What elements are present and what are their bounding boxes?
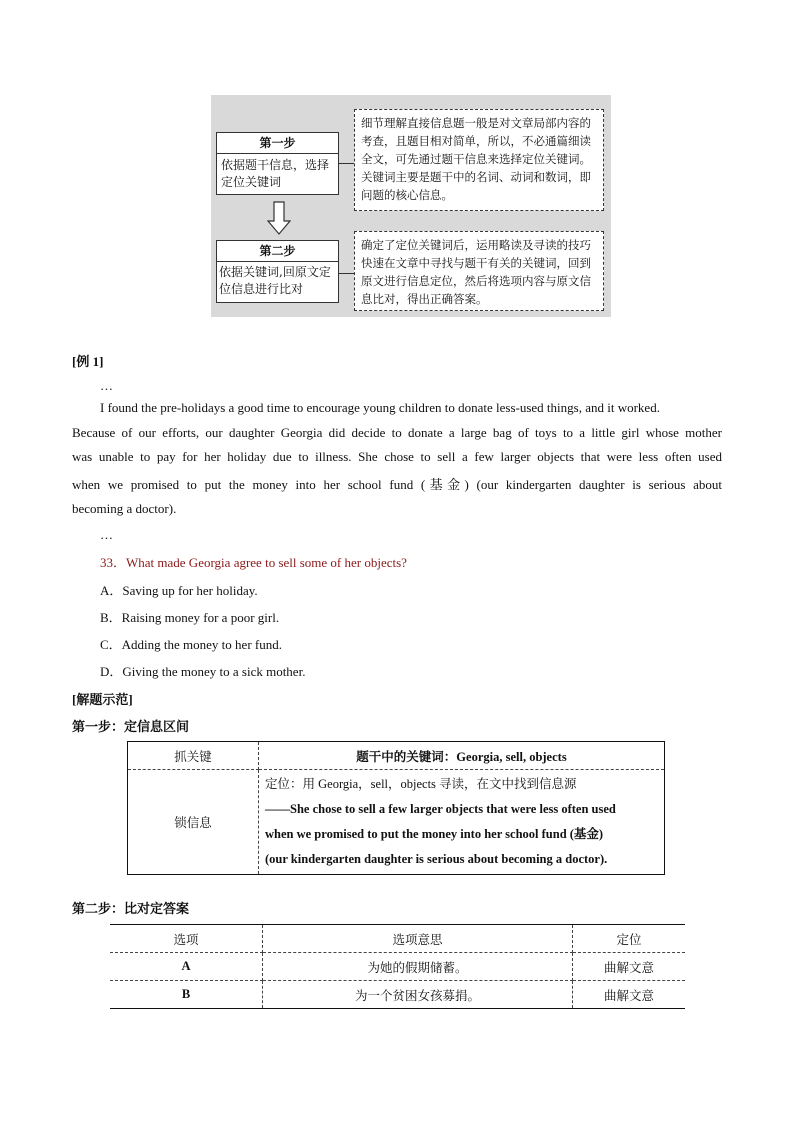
option-a: A．Saving up for her holiday. [100,583,258,598]
passage-line-2: Because of our efforts, our daughter Georgia did decide to donate a large bag of toys to a little girl whose mother [72,425,722,440]
passage-line-4: when we promised to put the money into her school fund (基金) (our kindergarten daughter is serious about [72,477,722,492]
ellipsis-bottom: … [100,527,113,542]
example-label: [例 1] [72,354,104,369]
t2-row-a-locate: 曲解文意 [573,953,686,981]
step1-box [216,132,339,195]
t2-header-meaning: 选项意思 [263,925,573,953]
t2-row-a-meaning: 为她的假期储蓄。 [263,953,573,981]
option-d: D．Giving the money to a sick mother. [100,664,306,679]
step1-heading: 第一步：定信息区间 [72,719,190,734]
down-arrow-icon [267,201,291,235]
passage-line-3: was unable to pay for her holiday due to illness. She chose to sell a few larger objects that were less often used [72,449,722,464]
t1-cell-keywords: 题干中的关键词：Georgia, sell, objects [259,742,665,770]
step2-title: 第二步 [217,241,338,262]
t1-cell-keyword-label: 抓关键 [128,742,259,770]
compare-table [110,924,685,1009]
ellipsis-top: … [100,378,113,393]
t2-row-b-locate: 曲解文意 [573,981,686,1009]
step2-connector [338,273,354,274]
passage-line-1: I found the pre-holidays a good time to encourage young children to donate less-used things, and it worked. [100,400,660,415]
flow-diagram [211,95,611,317]
step1-connector [338,163,354,164]
t2-row-a-option: A [110,953,263,981]
step2-box [216,240,339,303]
t2-header-locate: 定位 [573,925,686,953]
evidence-line-3: when we promised to put the money into her school fund (基金) [265,827,604,841]
t1-cell-lock-label: 锁信息 [128,770,259,875]
t2-row-b-meaning: 为一个贫困女孩募捐。 [263,981,573,1009]
step1-body: 依据题干信息，选择定位关键词 [221,158,330,189]
t2-header-option: 选项 [110,925,263,953]
step2-body: 依据关键词,回原文定位信息进行比对 [219,265,331,296]
step2-heading: 第二步：比对定答案 [72,901,190,916]
evidence-line-4: (our kindergarten daughter is serious about becoming a doctor). [265,852,608,866]
question-33: 33．What made Georgia agree to sell some of her objects? [100,555,407,570]
option-b: B．Raising money for a poor girl. [100,610,280,625]
t2-row-b-option: B [110,981,263,1009]
evidence-line-1: 定位：用 Georgia，sell，objects 寻读，在文中找到信息源 [265,777,577,791]
passage-line-5: becoming a doctor). [72,501,177,516]
step1-title: 第一步 [217,133,338,154]
t1-cell-evidence [259,770,665,875]
option-c: C．Adding the money to her fund. [100,637,282,652]
step2-note: 确定了定位关键词后，运用略读及寻读的技巧快速在文章中寻找与题干有关的关键词，回到原文进行信息定位，然后将选项内容与原文信息比对，得出正确答案。 [354,231,604,311]
locate-table [127,741,665,875]
evidence-line-2: ——She chose to sell a few larger objects that were less often used [265,802,616,816]
solution-label: [解题示范] [72,692,133,707]
step1-note: 细节理解直接信息题一般是对文章局部内容的考查，且题目相对简单，所以，不必通篇细读全文，可先通过题干信息来选择定位关键词。关键词主要是题干中的名词、动词和数词，即问题的核心信息。 [354,109,604,211]
